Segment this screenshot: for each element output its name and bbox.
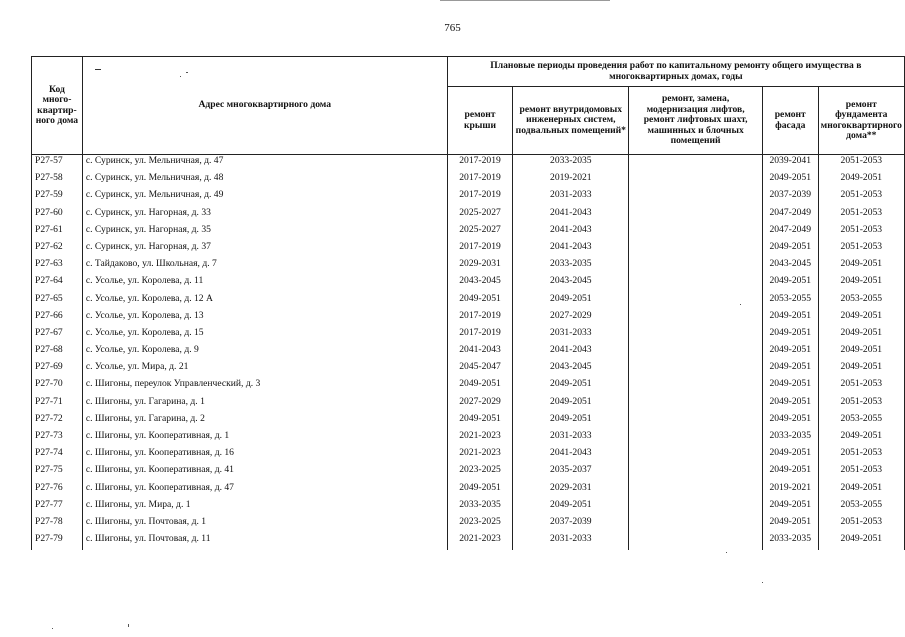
- cell-roof: 2043-2045: [447, 275, 513, 292]
- scan-speck: [740, 304, 741, 305]
- cell-foundation: 2051-2053: [818, 447, 904, 464]
- cell-foundation: 2053-2055: [818, 499, 904, 516]
- cell-elevators: [629, 361, 763, 378]
- cell-elevators: [629, 516, 763, 533]
- cell-address: с. Шигоны, ул. Гагарина, д. 2: [82, 413, 447, 430]
- header-address: [82, 57, 447, 155]
- cell-code: Р27-60: [32, 207, 83, 224]
- cell-code: Р27-65: [32, 293, 83, 310]
- cell-address: с. Шигоны, ул. Кооперативная, д. 16: [82, 447, 447, 464]
- cell-foundation: 2049-2051: [818, 344, 904, 361]
- scan-mark: [95, 69, 101, 70]
- cell-roof: 2021-2023: [447, 430, 513, 447]
- cell-foundation: 2049-2051: [818, 361, 904, 378]
- cell-code: Р27-67: [32, 327, 83, 344]
- table-row: [32, 224, 905, 241]
- table-row: [32, 430, 905, 447]
- cell-engineering: 2049-2051: [513, 293, 629, 310]
- cell-facade: 2049-2051: [762, 499, 818, 516]
- cell-elevators: [629, 310, 763, 327]
- cell-engineering: 2037-2039: [513, 516, 629, 533]
- cell-elevators: [629, 155, 763, 173]
- table-row: [32, 241, 905, 258]
- cell-foundation: 2051-2053: [818, 464, 904, 481]
- cell-address: с. Суринск, ул. Нагорная, д. 35: [82, 224, 447, 241]
- cell-facade: 2033-2035: [762, 430, 818, 447]
- cell-elevators: [629, 447, 763, 464]
- cell-facade: 2033-2035: [762, 533, 818, 550]
- cell-foundation: 2053-2055: [818, 413, 904, 430]
- scan-speck: [128, 624, 129, 627]
- cell-elevators: [629, 464, 763, 481]
- cell-roof: 2029-2031: [447, 258, 513, 275]
- cell-engineering: 2041-2043: [513, 224, 629, 241]
- cell-code: Р27-61: [32, 224, 83, 241]
- cell-facade: 2049-2051: [762, 172, 818, 189]
- table-row: [32, 482, 905, 499]
- cell-facade: 2049-2051: [762, 344, 818, 361]
- cell-address: с. Шигоны, ул. Почтовая, д. 11: [82, 533, 447, 550]
- table-row: [32, 327, 905, 344]
- table-row: [32, 378, 905, 395]
- page-number: 765: [444, 22, 461, 34]
- cell-roof: 2049-2051: [447, 378, 513, 395]
- cell-address: с. Шигоны, ул. Почтовая, д. 1: [82, 516, 447, 533]
- cell-address: с. Суринск, ул. Мельничная, д. 47: [82, 155, 447, 173]
- cell-engineering: 2031-2033: [513, 533, 629, 550]
- cell-code: Р27-64: [32, 275, 83, 292]
- cell-facade: 2049-2051: [762, 378, 818, 395]
- cell-facade: 2049-2051: [762, 413, 818, 430]
- cell-foundation: 2049-2051: [818, 327, 904, 344]
- cell-roof: 2027-2029: [447, 396, 513, 413]
- cell-facade: 2049-2051: [762, 516, 818, 533]
- cell-roof: 2041-2043: [447, 344, 513, 361]
- cell-address: с. Шигоны, ул. Кооперативная, д. 1: [82, 430, 447, 447]
- cell-elevators: [629, 258, 763, 275]
- cell-facade: 2049-2051: [762, 464, 818, 481]
- scan-speck: [180, 76, 181, 77]
- cell-elevators: [629, 224, 763, 241]
- cell-foundation: 2051-2053: [818, 207, 904, 224]
- table-row: [32, 447, 905, 464]
- cell-address: с. Усолье, ул. Королева, д. 13: [82, 310, 447, 327]
- cell-facade: 2049-2051: [762, 396, 818, 413]
- cell-code: Р27-72: [32, 413, 83, 430]
- cell-elevators: [629, 189, 763, 206]
- cell-engineering: 2031-2033: [513, 327, 629, 344]
- cell-engineering: 2019-2021: [513, 172, 629, 189]
- cell-code: Р27-63: [32, 258, 83, 275]
- table-row: [32, 310, 905, 327]
- cell-elevators: [629, 396, 763, 413]
- cell-engineering: 2031-2033: [513, 189, 629, 206]
- cell-elevators: [629, 499, 763, 516]
- cell-elevators: [629, 327, 763, 344]
- cell-roof: 2049-2051: [447, 413, 513, 430]
- cell-roof: 2025-2027: [447, 224, 513, 241]
- cell-code: Р27-58: [32, 172, 83, 189]
- cell-engineering: 2033-2035: [513, 258, 629, 275]
- cell-code: Р27-66: [32, 310, 83, 327]
- table-row: [32, 172, 905, 189]
- header-elevators: ремонт, замена, модернизация лифтов, ремонт лифтовых шахт, машинных и блочных помещений: [629, 87, 763, 155]
- cell-foundation: 2049-2051: [818, 430, 904, 447]
- cell-address: с. Тайдаково, ул. Школьная, д. 7: [82, 258, 447, 275]
- cell-address: с. Шигоны, ул. Мира, д. 1: [82, 499, 447, 516]
- scan-speck: [186, 72, 188, 73]
- scan-speck: [726, 552, 727, 553]
- cell-elevators: [629, 207, 763, 224]
- table-row: [32, 361, 905, 378]
- cell-roof: 2021-2023: [447, 447, 513, 464]
- cell-engineering: 2027-2029: [513, 310, 629, 327]
- cell-roof: 2017-2019: [447, 327, 513, 344]
- cell-code: Р27-75: [32, 464, 83, 481]
- cell-code: Р27-59: [32, 189, 83, 206]
- cell-facade: 2049-2051: [762, 275, 818, 292]
- capital-repair-schedule-table: [31, 56, 905, 550]
- cell-roof: 2045-2047: [447, 361, 513, 378]
- cell-foundation: 2051-2053: [818, 516, 904, 533]
- cell-facade: 2019-2021: [762, 482, 818, 499]
- cell-address: с. Усолье, ул. Королева, д. 11: [82, 275, 447, 292]
- cell-facade: 2037-2039: [762, 189, 818, 206]
- cell-address: с. Суринск, ул. Мельничная, д. 49: [82, 189, 447, 206]
- cell-code: Р27-73: [32, 430, 83, 447]
- cell-elevators: [629, 378, 763, 395]
- cell-foundation: 2051-2053: [818, 241, 904, 258]
- header-code: Код много-квартир-ного дома: [32, 57, 83, 155]
- table-body: [32, 155, 905, 551]
- cell-address: с. Усолье, ул. Мира, д. 21: [82, 361, 447, 378]
- table-row: [32, 516, 905, 533]
- cell-code: Р27-70: [32, 378, 83, 395]
- cell-foundation: 2051-2053: [818, 189, 904, 206]
- cell-roof: 2023-2025: [447, 464, 513, 481]
- cell-engineering: 2041-2043: [513, 241, 629, 258]
- cell-foundation: 2051-2053: [818, 155, 904, 173]
- cell-facade: 2049-2051: [762, 310, 818, 327]
- cell-facade: 2043-2045: [762, 258, 818, 275]
- header-address-label: Адрес многоквартирного дома: [198, 99, 332, 111]
- cell-facade: 2049-2051: [762, 327, 818, 344]
- cell-foundation: 2049-2051: [818, 275, 904, 292]
- cell-foundation: 2049-2051: [818, 172, 904, 189]
- cell-code: Р27-78: [32, 516, 83, 533]
- cell-engineering: 2041-2043: [513, 207, 629, 224]
- cell-elevators: [629, 344, 763, 361]
- table-row: [32, 396, 905, 413]
- cell-engineering: 2049-2051: [513, 413, 629, 430]
- scan-speck: [52, 628, 53, 629]
- cell-roof: 2023-2025: [447, 516, 513, 533]
- cell-roof: 2021-2023: [447, 533, 513, 550]
- cell-elevators: [629, 482, 763, 499]
- cell-engineering: 2049-2051: [513, 396, 629, 413]
- cell-foundation: 2049-2051: [818, 258, 904, 275]
- cell-facade: 2047-2049: [762, 207, 818, 224]
- cell-code: Р27-62: [32, 241, 83, 258]
- cell-address: с. Суринск, ул. Нагорная, д. 37: [82, 241, 447, 258]
- scan-speck: [762, 582, 763, 583]
- table-header: [32, 57, 905, 155]
- cell-address: с. Суринск, ул. Мельничная, д. 48: [82, 172, 447, 189]
- cell-address: с. Усолье, ул. Королева, д. 9: [82, 344, 447, 361]
- cell-code: Р27-68: [32, 344, 83, 361]
- cell-address: с. Усолье, ул. Королева, д. 12 А: [82, 293, 447, 310]
- cell-code: Р27-77: [32, 499, 83, 516]
- cell-roof: 2049-2051: [447, 482, 513, 499]
- cell-foundation: 2051-2053: [818, 378, 904, 395]
- cell-code: Р27-74: [32, 447, 83, 464]
- scan-top-line: [440, 0, 610, 2]
- cell-foundation: 2051-2053: [818, 396, 904, 413]
- cell-address: с. Шигоны, переулок Управленческий, д. 3: [82, 378, 447, 395]
- cell-code: Р27-76: [32, 482, 83, 499]
- table-row: [32, 207, 905, 224]
- cell-foundation: 2049-2051: [818, 482, 904, 499]
- cell-code: Р27-69: [32, 361, 83, 378]
- cell-code: Р27-71: [32, 396, 83, 413]
- table-row: [32, 464, 905, 481]
- table-row: [32, 189, 905, 206]
- cell-roof: 2017-2019: [447, 189, 513, 206]
- cell-engineering: 2049-2051: [513, 499, 629, 516]
- cell-elevators: [629, 430, 763, 447]
- cell-foundation: 2049-2051: [818, 533, 904, 550]
- cell-roof: 2025-2027: [447, 207, 513, 224]
- cell-elevators: [629, 293, 763, 310]
- cell-address: с. Шигоны, ул. Гагарина, д. 1: [82, 396, 447, 413]
- cell-elevators: [629, 172, 763, 189]
- header-foundation: ремонт фундамента многоквартирного дома**: [818, 87, 904, 155]
- cell-roof: 2033-2035: [447, 499, 513, 516]
- table-row: [32, 499, 905, 516]
- table-row: [32, 275, 905, 292]
- cell-engineering: 2031-2033: [513, 430, 629, 447]
- cell-foundation: 2053-2055: [818, 293, 904, 310]
- cell-address: с. Шигоны, ул. Кооперативная, д. 41: [82, 464, 447, 481]
- cell-engineering: 2043-2045: [513, 275, 629, 292]
- cell-facade: 2039-2041: [762, 155, 818, 173]
- cell-roof: 2017-2019: [447, 155, 513, 173]
- cell-address: с. Суринск, ул. Нагорная, д. 33: [82, 207, 447, 224]
- table-row: [32, 258, 905, 275]
- cell-facade: 2049-2051: [762, 447, 818, 464]
- cell-elevators: [629, 241, 763, 258]
- cell-facade: 2049-2051: [762, 361, 818, 378]
- header-facade: ремонт фасада: [762, 87, 818, 155]
- table-row: [32, 344, 905, 361]
- cell-code: Р27-79: [32, 533, 83, 550]
- cell-code: Р27-57: [32, 155, 83, 173]
- cell-engineering: 2033-2035: [513, 155, 629, 173]
- cell-facade: 2049-2051: [762, 241, 818, 258]
- cell-engineering: 2035-2037: [513, 464, 629, 481]
- cell-roof: 2049-2051: [447, 293, 513, 310]
- cell-elevators: [629, 275, 763, 292]
- cell-elevators: [629, 413, 763, 430]
- cell-roof: 2017-2019: [447, 172, 513, 189]
- cell-engineering: 2029-2031: [513, 482, 629, 499]
- cell-engineering: 2041-2043: [513, 447, 629, 464]
- cell-elevators: [629, 533, 763, 550]
- cell-address: с. Шигоны, ул. Кооперативная, д. 47: [82, 482, 447, 499]
- header-engineering: ремонт внутридомовых инженерных систем, подвальных помещений*: [513, 87, 629, 155]
- table-row: [32, 533, 905, 550]
- cell-address: с. Усолье, ул. Королева, д. 15: [82, 327, 447, 344]
- cell-foundation: 2049-2051: [818, 310, 904, 327]
- header-roof: ремонт крыши: [447, 87, 513, 155]
- cell-engineering: 2043-2045: [513, 361, 629, 378]
- cell-foundation: 2051-2053: [818, 224, 904, 241]
- table-row: [32, 293, 905, 310]
- cell-facade: 2047-2049: [762, 224, 818, 241]
- table-row: [32, 413, 905, 430]
- cell-roof: 2017-2019: [447, 241, 513, 258]
- cell-facade: 2053-2055: [762, 293, 818, 310]
- cell-engineering: 2049-2051: [513, 378, 629, 395]
- cell-engineering: 2041-2043: [513, 344, 629, 361]
- table-row: [32, 155, 905, 173]
- cell-roof: 2017-2019: [447, 310, 513, 327]
- header-planned-periods: Плановые периоды проведения работ по капитальному ремонту общего имущества в многоквартирных домах, годы: [447, 57, 904, 87]
